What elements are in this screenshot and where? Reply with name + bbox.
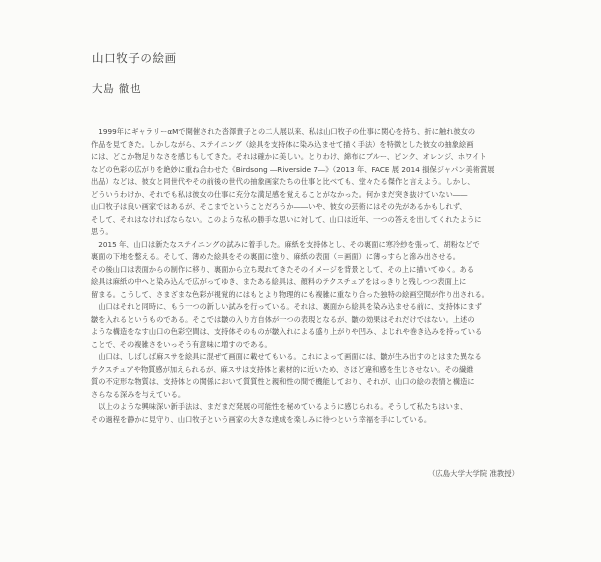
body-line: ことで、その複雑さをいっそう有意味に増すのである。: [91, 339, 272, 349]
body-line: 質の不定形な物質は、支持体との関係において質質性と親和性の間で機能しており、それが、山口の絵の表情と構造に: [91, 377, 475, 386]
body-line: さらなる深みを与えている。: [91, 389, 186, 399]
body-line: 1999年にギャラリーαMで開催された沓澤貴子との二人展以来、私は山口牧子の仕事に関心を持ち、折に触れ彼女の: [91, 127, 476, 136]
body-line: 山口はそれと同時に、もう一つの新しい試みを行っている。それは、裏面から絵具を染み込ませる前に、支持体にまず: [91, 302, 482, 311]
body-line: そして、それはなければならない。このような私の勝手な思いに対して、山口は近年、一つの答えを出してくれたように: [91, 214, 482, 224]
body-line: その過程を静かに見守り、山口牧子という画家の大きな達成を楽しみに待つという幸福を手にしている。: [91, 414, 432, 424]
body-line: 山口は、しばしば麻スサを絵具に混ぜて画面に載せてもいる。これによって画面には、皺が生み出すのとはまた異なる: [91, 352, 482, 361]
body-line: 以上のような興味深い新手法は、まだまだ発展の可能性を秘めているように感じられる。そうして私たちはいま、: [91, 402, 468, 411]
body-line: 思う。: [91, 227, 113, 236]
body-line: 留まる。こうして、さまざまな色彩が視覚的にはもとより物理的にも複雑に重なり合った独特の絵画空間が作り出される。: [91, 289, 489, 299]
body-line: 作品を見てきた。しかしながら、ステイニング（絵具を支持体に染み込ませて描く手法）を特徴とした彼女の抽象絵画: [91, 139, 474, 149]
body-line: 裏面の下地を整える。そして、薄めた絵具をその裏面に塗り、麻紙の表面（＝画面）に薄っすらと滲み出させる。: [91, 252, 460, 261]
body-line: ような構造をなす山口の色彩空間は、支持体そのものが皺入れによる盛り上がりや凹み、よじれや巻き込みを持っている: [91, 327, 483, 336]
body-line: 絵具は麻紙の中へと染み込んで広がってゆき、またある絵具は、顔料のテクスチュアをはっきりと残しつつ表面上に: [91, 277, 467, 286]
body-line: 出品）などは、彼女と同世代やその前後の世代の抽象画家たちの仕事と比べても、堂々たる傑作と言えよう。しかし、: [91, 177, 475, 186]
essay-title: 山口牧子の絵画: [92, 51, 177, 65]
body-line: テクスチュアや物質感が加えられるが、麻スサは支持体と素材的に近いため、さほど違和感を生じさせない。その繊維: [91, 364, 474, 374]
body-line: 山口牧子は良い画家ではあるが、そこまでということだろうか――いや、彼女の芸術にはその先があるかもしれず、: [91, 202, 467, 211]
body-line: その後山口は表面からの制作に移り、裏面から立ち現れてきたそのイメージを背景として、その上に描いてゆく。ある: [91, 264, 475, 274]
author-affiliation: （広島大学大学院 准教授）: [428, 469, 520, 478]
body-line: 皺を入れるというものである。そこでは皺の入り方自体が一つの表現となるが、皺の効果はそれだけではない。上述の: [91, 314, 475, 324]
body-line: には、どこか物足りなさを感じもしてきた。それは確かに美しい。とりわけ、綿布にブルー、ピンク、オレンジ、ホワイト: [91, 152, 487, 161]
essay-body: [91, 126, 531, 426]
essay-author: 大島 徹也: [92, 83, 142, 95]
body-line: どういうわけか、それでも私は彼女の仕事に充分な満足感を覚えることがなかった。何かまだ突き抜けていない――: [91, 189, 468, 199]
body-line: などの色彩の広がりを絶妙に重ね合わせた《Birdsong ―Riverside 7―》（2013 年、FACE 展 2014 損保ジャパン美術賞展: [91, 164, 495, 174]
body-line: 2015 年、山口は新たなステイニングの試みに着手した。麻紙を支持体とし、その裏面に寒冷紗を張って、胡粉などで: [91, 239, 480, 249]
